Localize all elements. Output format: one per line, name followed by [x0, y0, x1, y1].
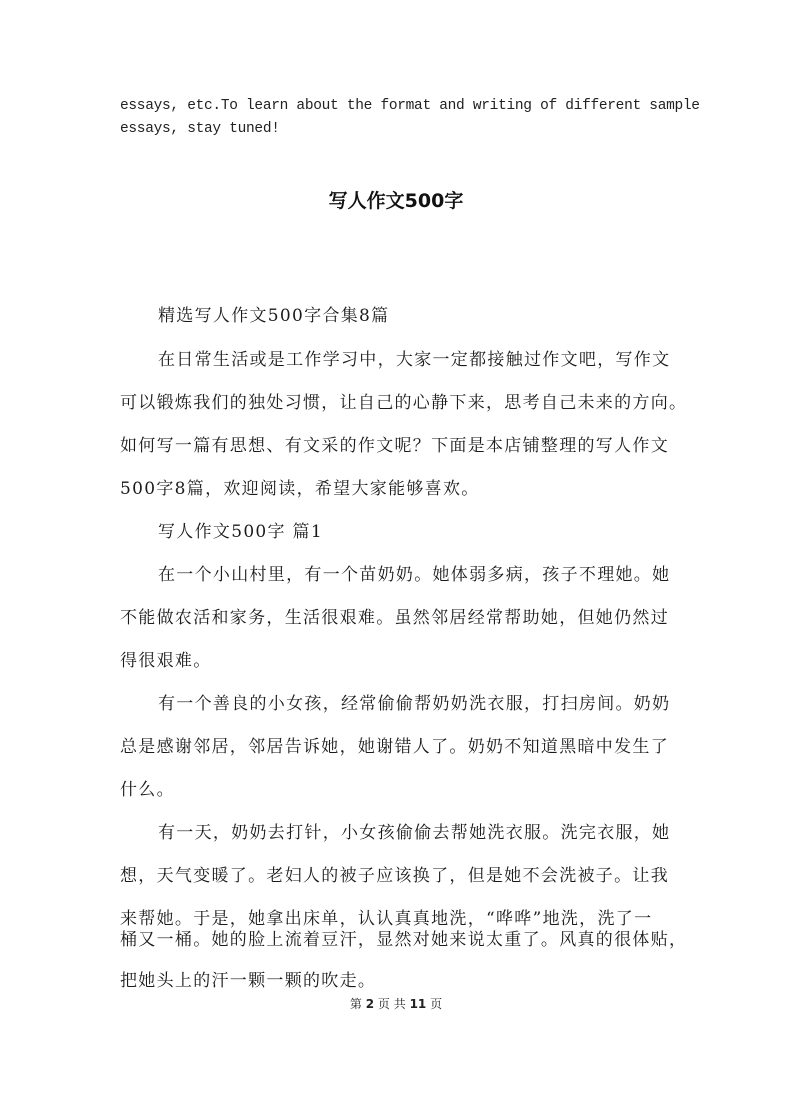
footer-total-pages: 11: [409, 997, 427, 1011]
intro-english-line-1: essays, etc.To learn about the format and writing of different sample: [120, 98, 700, 114]
footer-middle: 页 共: [377, 997, 406, 1011]
paragraph-line: 可以锻炼我们的独处习惯，让自己的心静下来，思考自己未来的方向。: [120, 393, 688, 413]
paragraph-line: 不能做农活和家务，生活很艰难。虽然邻居经常帮助她，但她仍然过: [120, 608, 669, 628]
paragraph-line: 得很艰难。: [120, 651, 212, 671]
intro-english-line-2: essays, stay tuned!: [120, 121, 280, 137]
paragraph-line: 把她头上的汗一颗一颗的吹走。: [120, 971, 377, 991]
paragraph-line: 什么。: [120, 780, 175, 800]
page-footer: [0, 995, 792, 1012]
paragraph-line: 500字8篇，欢迎阅读，希望大家能够喜欢。: [120, 479, 480, 499]
paragraph-line: 如何写一篇有思想、有文采的作文呢？下面是本店铺整理的写人作文: [120, 436, 669, 456]
paragraph-line: 总是感谢邻居，邻居告诉她，她谢错人了。奶奶不知道黑暗中发生了: [120, 737, 669, 757]
paragraph-line: 有一个善良的小女孩，经常偷偷帮奶奶洗衣服，打扫房间。奶奶: [158, 694, 671, 714]
footer-page-number: 2: [365, 997, 375, 1011]
paragraph-line: 想，天气变暖了。老妇人的被子应该换了，但是她不会洗被子。让我: [120, 866, 669, 886]
paragraph-line: 在日常生活或是工作学习中，大家一定都接触过作文吧，写作文: [158, 350, 671, 370]
paragraph-line: 在一个小山村里，有一个苗奶奶。她体弱多病，孩子不理她。她: [158, 565, 671, 585]
footer-suffix: 页: [430, 997, 443, 1011]
section-heading: 写人作文500字 篇1: [158, 522, 323, 542]
page-title: 写人作文500字: [328, 190, 464, 212]
paragraph-line: 桶又一桶。她的脸上流着豆汗，显然对她来说太重了。风真的很体贴，: [120, 930, 688, 950]
subtitle: 精选写人作文500字合集8篇: [158, 306, 390, 326]
footer-prefix: 第: [349, 997, 362, 1011]
paragraph-line: 来帮她。于是，她拿出床单，认认真真地洗，“哗哗”地洗，洗了一: [120, 909, 653, 929]
paragraph-line: 有一天，奶奶去打针，小女孩偷偷去帮她洗衣服。洗完衣服，她: [158, 823, 671, 843]
